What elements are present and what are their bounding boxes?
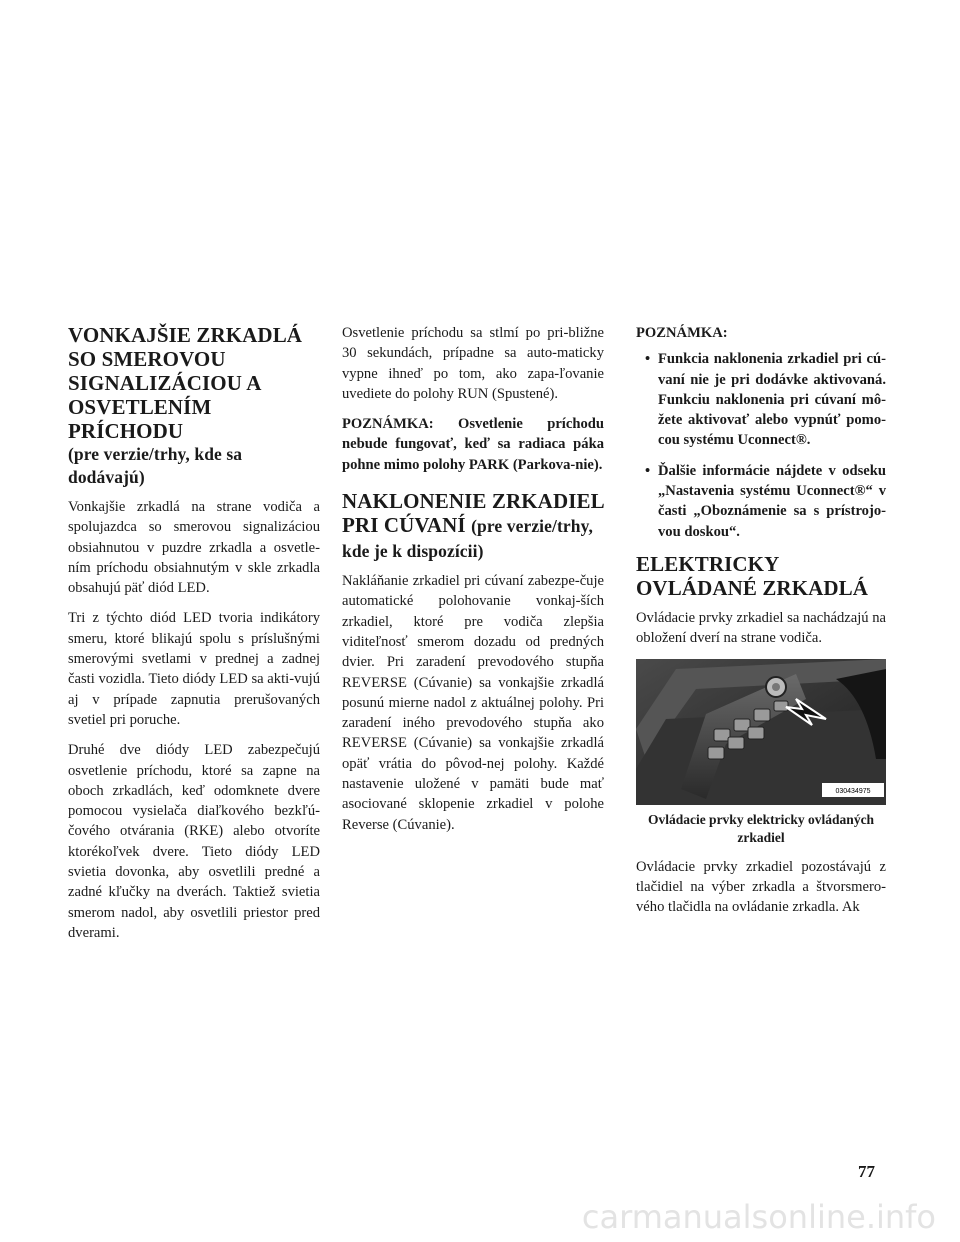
paragraph: Ovládacie prvky zrkadiel sa nachádzajú na obložení dverí na strane vodiča. bbox=[636, 609, 886, 647]
section-heading-mirrors-signal bbox=[68, 323, 320, 489]
paragraph: Osvetlenie príchodu sa stlmí po pri-bližne 30 sekundách, prípadne sa auto-maticky vypne ihneď po tom, ako zapa-ľovanie uvediete do polohy RUN (Spustené). bbox=[342, 325, 604, 402]
bullet-text: Funkcia naklonenia zrkadiel pri cú-vaní nie je pri dodávke aktivovaná. Funkciu naklonenia pri cúvaní mô-žete aktivovať alebo vypnúť pomo-cou systému Uconnect®. bbox=[658, 351, 886, 449]
heading-subtext: (pre verzie/trhy, kde sa dodávajú) bbox=[68, 444, 243, 487]
paragraph: Druhé dve diódy LED zabezpečujú osvetlenie príchodu, ktoré sa zapne na oboch zrkadlách, keď odomknete dvere pomocou vysielača diaľkového bezkľú-čového otvárania (RKE) alebo otvoríte ktorékoľvek dvere. Tieto diódy LED svietia dovonka, aby osvetlili predné a zadné kľučky na dverách. Taktiež svietia smerom nadol, aby osvetlili priestor pred dverami. bbox=[68, 742, 320, 941]
paragraph: Tri z týchto diód LED tvoria indikátory smeru, ktoré blikajú spolu s príslušnými smerovými svetlami v prednej a zadnej časti vozidla. Tieto diódy LED sa akti-vujú aj v prípade zapnutia prerušovaných svetiel pri poruche. bbox=[68, 610, 320, 728]
column-2 bbox=[342, 323, 604, 845]
page-number: 77 bbox=[858, 1162, 875, 1181]
heading-text: VONKAJŠIE ZRKADLÁ SO SMEROVOU SIGNALIZÁCIOU A OSVETLENÍM PRÍCHODU bbox=[68, 323, 303, 443]
bullet-item bbox=[636, 461, 886, 542]
figure-code: 030434975 bbox=[835, 787, 871, 795]
bullet-item bbox=[636, 349, 886, 450]
watermark: carmanualsonline.info bbox=[581, 1198, 936, 1236]
bullet-icon: • bbox=[645, 351, 651, 368]
bullet-icon: • bbox=[645, 462, 651, 479]
paragraph: Nakláňanie zrkadiel pri cúvaní zabezpe-čuje automatické polohovanie vonkaj-ších zrkadiel, ktoré pre vodiča zlepšia viditeľnosť smerom dozadu od predných dvier. Pri zaradení prevodového stupňa REVERSE (Cúvanie) sa vonkajšie zrkadlá posunú mierne nadol z aktuálnej polohy. Pri zaradení iného prevodového stupňa ako REVERSE (Cúvanie) sa vonkajšie zrkadlá opäť vrátia do pôvod-nej polohy. Každé nastavenie uložené v pamäti bude mať asociované sklopenie zrkadiel v polohe Reverse (Cúvanie). bbox=[342, 573, 604, 833]
door-switch-photo bbox=[636, 659, 886, 805]
column-3 bbox=[636, 323, 886, 927]
paragraph: Vonkajšie zrkadlá na strane vodiča a spolujazdca so smerovou signalizáciou obsiahnutou v puzdre zrkadla a osvetle-ním príchodu obsiahnutým v skle zrkadla obsahujú päť diód LED. bbox=[68, 499, 320, 597]
heading-subtext: (pre verzie/trhy, kde je k dispozícii) bbox=[342, 516, 593, 562]
section-heading-reverse-tilt bbox=[342, 489, 604, 563]
figure-caption: Ovládacie prvky elektricky ovládaných zrkadiel bbox=[647, 811, 875, 845]
note-paragraph: POZNÁMKA: Osvetlenie príchodu nebude fungovať, keď sa radiaca páka pohne mimo polohy PARK (Parkova-nie). bbox=[342, 416, 604, 473]
heading-text: NAKLONENIE ZRKADIEL PRI CÚVANÍ bbox=[342, 489, 604, 538]
paragraph: Ovládacie prvky zrkadiel pozostávajú z tlačidiel na výber zrkadla a štvorsmero-vého tlačidla na ovládanie zrkadla. Ak bbox=[636, 858, 886, 916]
note-heading: POZNÁMKA: bbox=[636, 325, 728, 341]
door-panel-illustration bbox=[636, 659, 886, 805]
section-heading-power-mirrors: ELEKTRICKY OVLÁDANÉ ZRKADLÁ bbox=[636, 551, 869, 600]
column-1 bbox=[68, 323, 320, 953]
bullet-text: Ďalšie informácie nájdete v odseku „Nastavenia systému Uconnect®“ v časti „Oboznámenie sa s prístrojo-vou doskou“. bbox=[658, 462, 886, 540]
note-bullet-list bbox=[636, 349, 886, 542]
